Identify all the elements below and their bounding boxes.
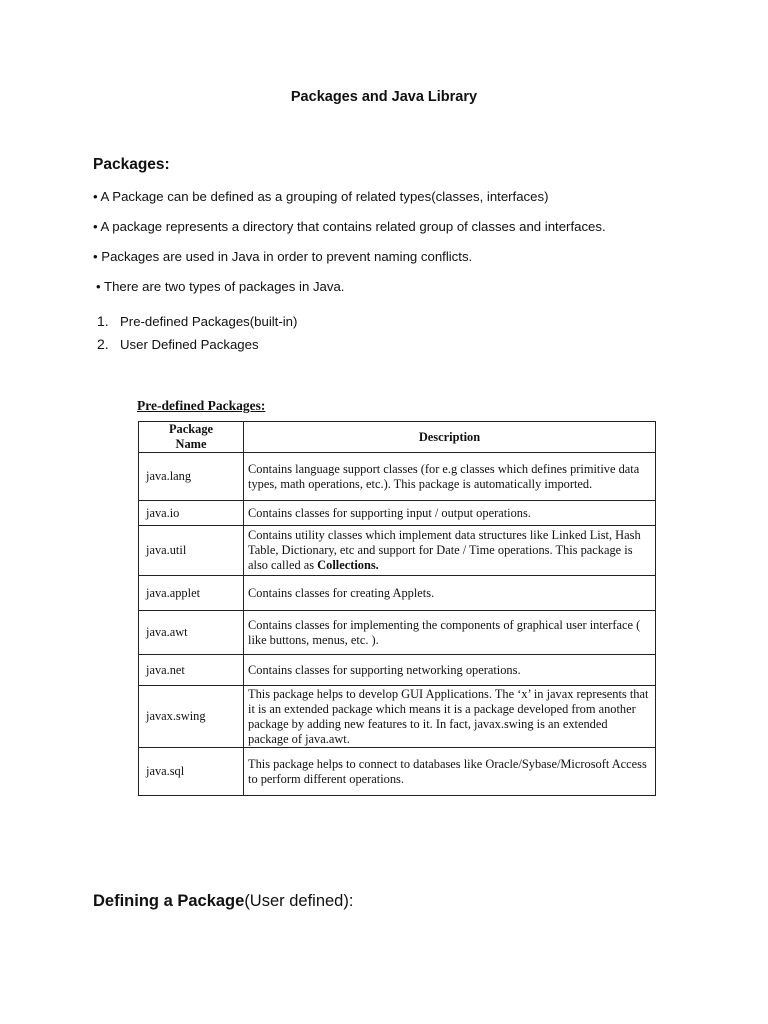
description-cell: Contains language support classes (for e.g classes which defines primitive data types, math operations, etc.). This package is automatically imported. xyxy=(244,453,656,501)
description-cell: Contains utility classes which implement data structures like Linked List, Hash Table, Dictionary, etc and support for Date / Time operations. This package is also called as Collections. xyxy=(244,526,656,576)
package-name-cell: java.util xyxy=(139,526,244,576)
table-caption: Pre-defined Packages: xyxy=(137,398,266,413)
package-name-cell: java.applet xyxy=(139,576,244,611)
table-header-row xyxy=(139,422,656,453)
table-row xyxy=(139,748,656,796)
description-cell: This package helps to connect to databases like Oracle/Sybase/Microsoft Access to perform different operations. xyxy=(244,748,656,796)
list-number: 2. xyxy=(97,336,109,352)
package-name-cell: javax.swing xyxy=(139,686,244,748)
bullet-item: • A package represents a directory that contains related group of classes and interfaces. xyxy=(93,219,606,234)
package-name-cell: java.lang xyxy=(139,453,244,501)
description-cell: Contains classes for creating Applets. xyxy=(244,576,656,611)
packages-heading: Packages: xyxy=(93,156,170,173)
list-label: Pre-defined Packages(built-in) xyxy=(120,314,298,329)
bullet-item: • There are two types of packages in Java. xyxy=(96,279,345,294)
package-name-cell: java.sql xyxy=(139,748,244,796)
header-description: Description xyxy=(244,422,656,453)
table-row xyxy=(139,686,656,748)
package-name-cell: java.net xyxy=(139,655,244,686)
list-item xyxy=(97,313,297,329)
table-row xyxy=(139,576,656,611)
header-package-name: Package Name xyxy=(139,422,244,453)
table-row xyxy=(139,501,656,526)
table-row xyxy=(139,453,656,501)
defining-package-heading: Defining a Package(User defined): xyxy=(93,892,354,910)
list-item xyxy=(97,336,259,352)
table-row xyxy=(139,526,656,576)
description-cell: Contains classes for supporting networking operations. xyxy=(244,655,656,686)
description-cell: Contains classes for supporting input / output operations. xyxy=(244,501,656,526)
table-row xyxy=(139,611,656,655)
page-title: Packages and Java Library xyxy=(290,89,478,105)
package-name-cell: java.awt xyxy=(139,611,244,655)
bullet-item: • Packages are used in Java in order to prevent naming conflicts. xyxy=(93,249,473,264)
collections-bold: Collections. xyxy=(317,558,379,572)
predefined-packages-table xyxy=(138,421,656,796)
description-cell: This package helps to develop GUI Applications. The ‘x’ in javax represents that it is an extended package which means it is a package developed from another package by adding new features to it. In fact, javax.swing is an extended package of java.awt. xyxy=(244,686,656,748)
package-name-cell: java.io xyxy=(139,501,244,526)
description-cell: Contains classes for implementing the components of graphical user interface ( like buttons, menus, etc. ). xyxy=(244,611,656,655)
table-row xyxy=(139,655,656,686)
list-number: 1. xyxy=(97,313,109,329)
bullet-item: • A Package can be defined as a grouping of related types(classes, interfaces) xyxy=(93,189,549,204)
list-label: User Defined Packages xyxy=(120,337,259,352)
